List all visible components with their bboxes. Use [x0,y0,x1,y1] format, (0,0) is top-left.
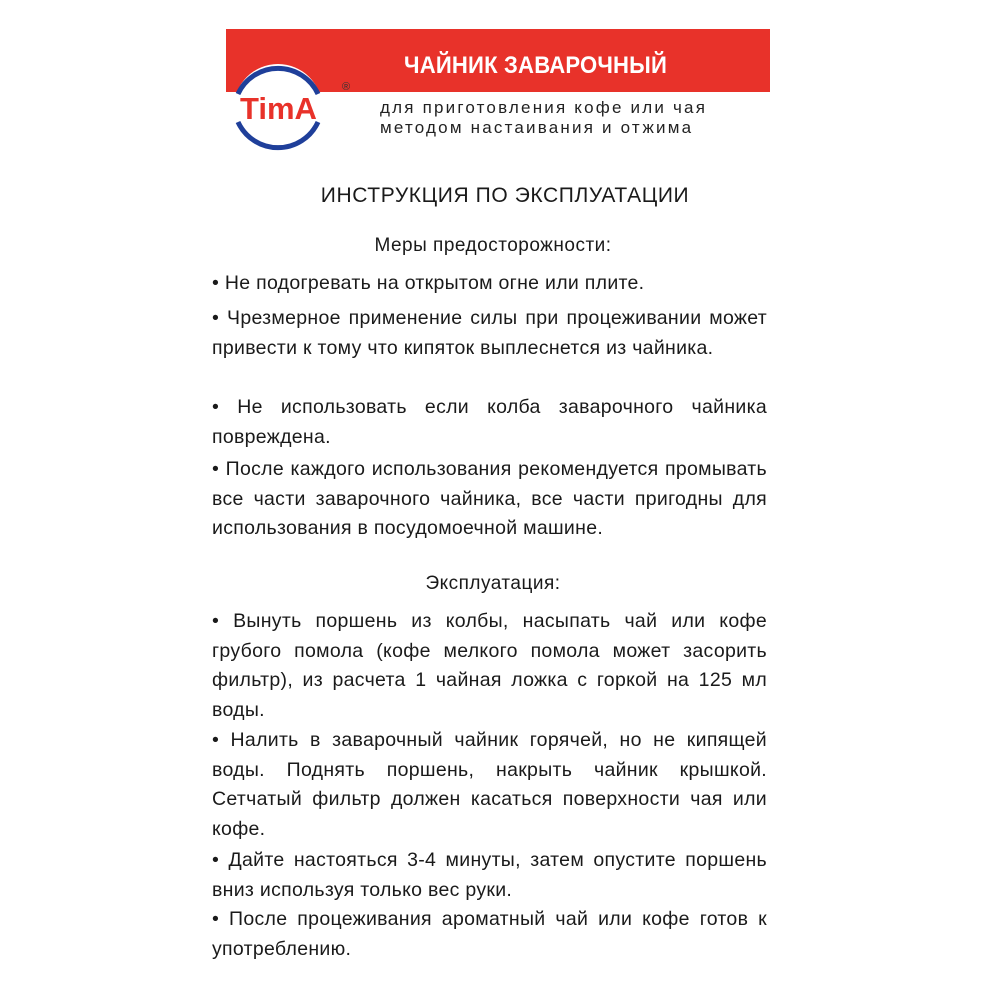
product-subtitle-line-1: для приготовления кофе или чая [380,98,708,117]
registered-mark: ® [342,81,351,93]
usage-item: • После процеживания ароматный чай или кофе готов к употреблению. [212,908,767,960]
precautions-heading: Меры предосторожности: [374,235,612,256]
precaution-item: • Чрезмерное применение силы при процеживании может привести к тому что кипяток выплеснется из чайника. [212,307,767,359]
usage-item: • Вынуть поршень из колбы, насыпать чай или кофе грубого помола (кофе мелкого помола может засорить фильтр), из расчета 1 чайная ложка с горкой на 125 мл воды. [212,610,767,721]
precaution-item: • Не подогревать на открытом огне или плите. [212,272,645,294]
precaution-item: • Не использовать если колба заварочного чайника повреждена. [212,396,767,448]
product-subtitle-line-2: методом настаивания и отжима [380,118,694,137]
precaution-item: • После каждого использования рекомендуется промывать все части заварочного чайника, все части пригодны для использования в посудомоечной машине. [212,458,767,539]
logo-text: TimA [240,91,317,126]
usage-heading: Эксплуатация: [425,573,561,594]
product-title: ЧАЙНИК ЗАВАРОЧНЫЙ [404,52,668,79]
usage-item: • Налить в заварочный чайник горячей, но не кипящей воды. Поднять поршень, накрыть чайник крышкой. Сетчатый фильтр должен касаться поверхности чая или кофе. [212,729,767,840]
document-title: ИНСТРУКЦИЯ ПО ЭКСПЛУАТАЦИИ [320,184,690,207]
usage-item: • Дайте настояться 3-4 минуты, затем опустите поршень вниз используя только вес руки. [212,849,767,901]
tima-logo [230,58,360,158]
